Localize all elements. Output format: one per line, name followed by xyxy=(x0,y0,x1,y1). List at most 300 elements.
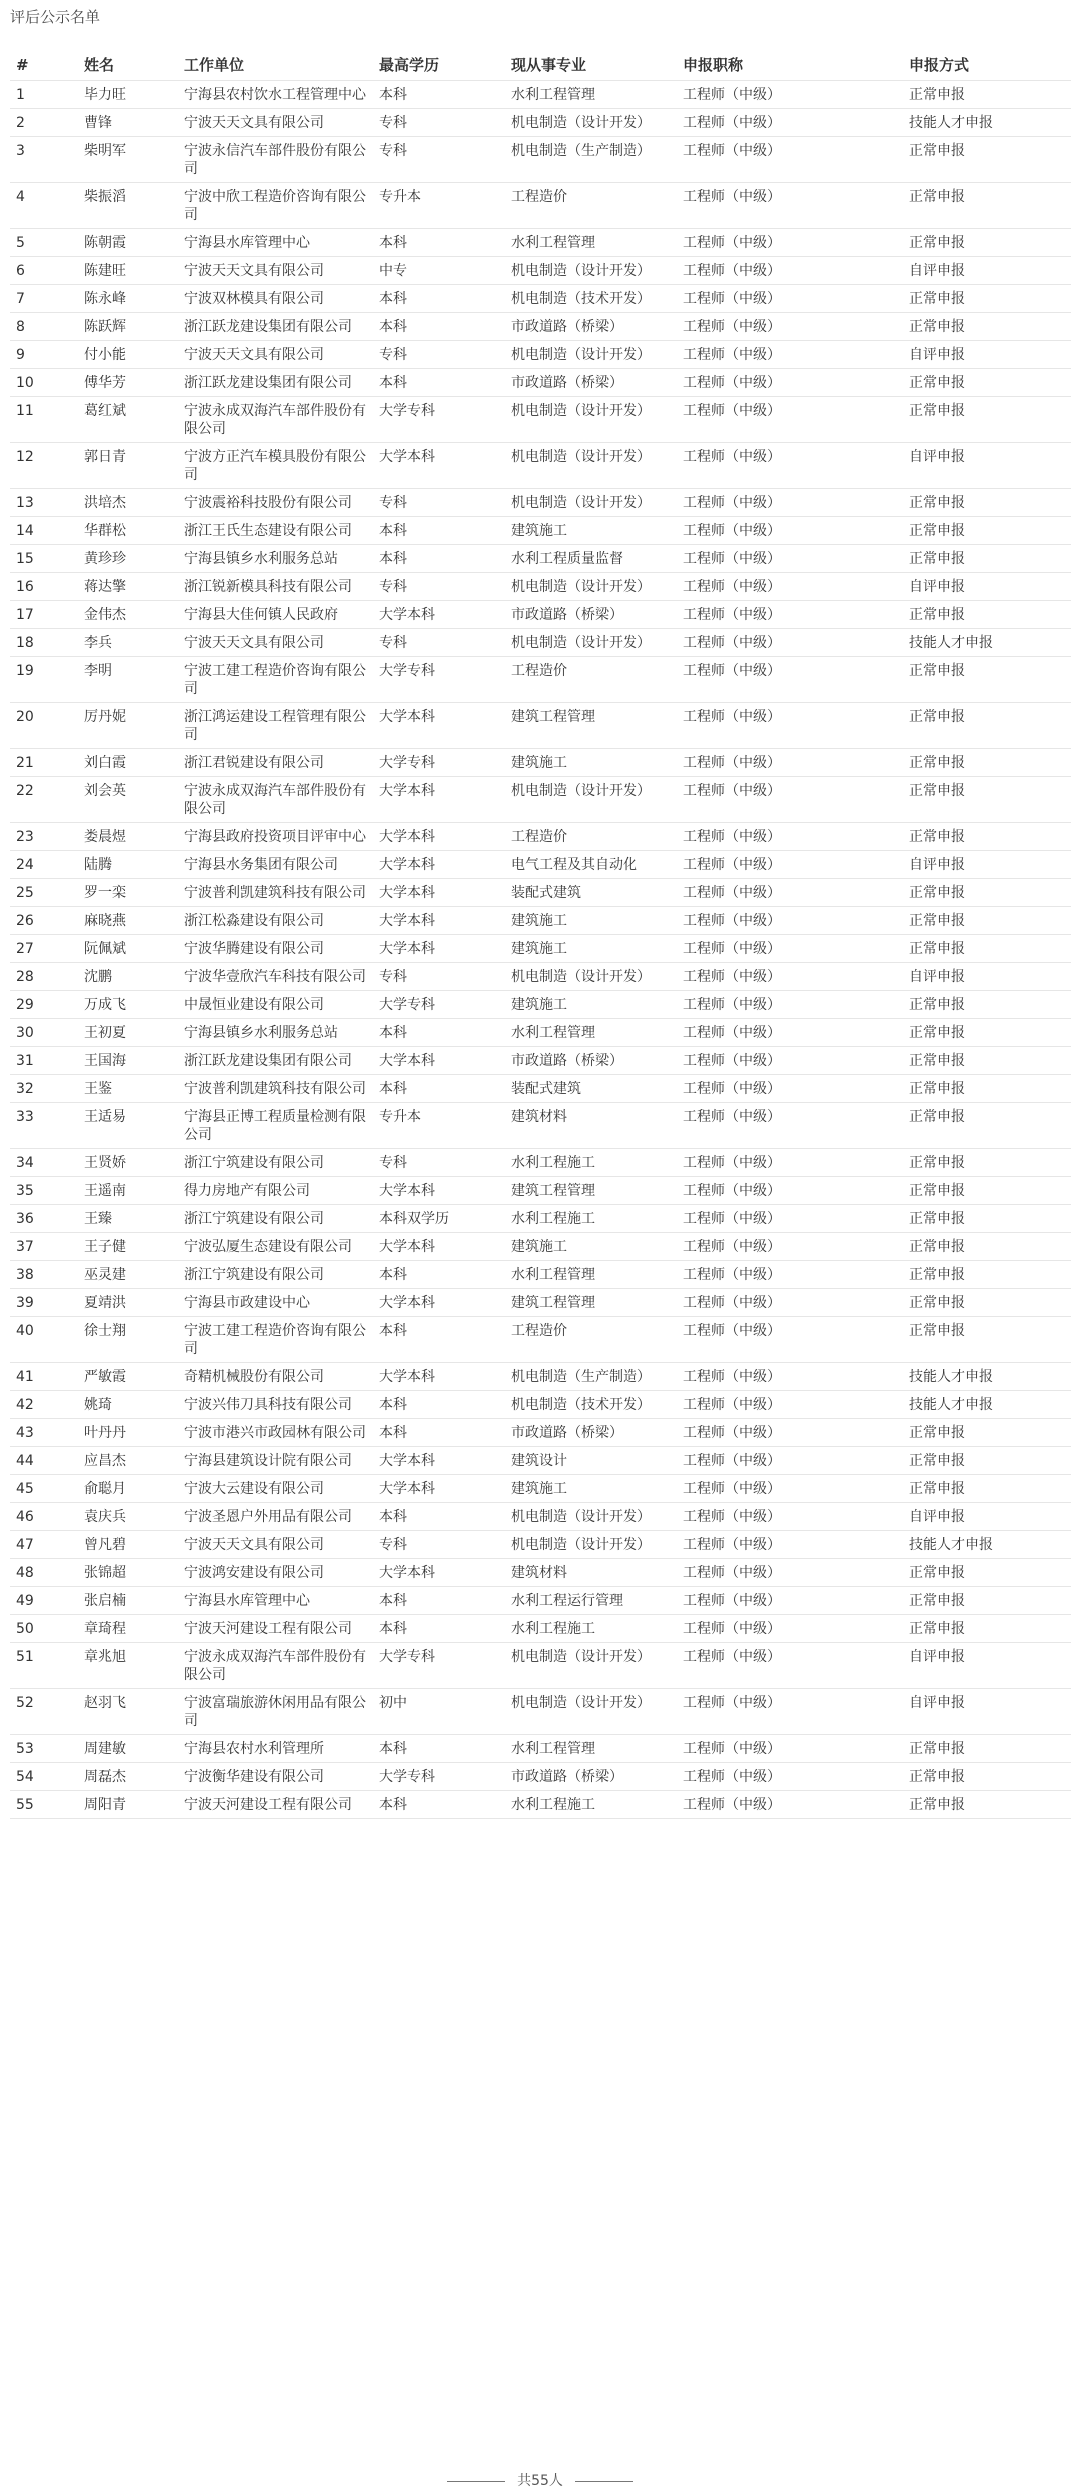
row-title: 工程师（中级） xyxy=(683,1419,909,1447)
row-method: 正常申报 xyxy=(909,1615,1071,1643)
row-specialty: 装配式建筑 xyxy=(511,1075,683,1103)
row-education: 本科 xyxy=(379,369,511,397)
row-specialty: 工程造价 xyxy=(511,1317,683,1363)
row-specialty: 机电制造（设计开发） xyxy=(511,397,683,443)
row-method: 正常申报 xyxy=(909,879,1071,907)
row-name: 王贤娇 xyxy=(84,1149,184,1177)
table-row xyxy=(10,1149,1071,1177)
row-specialty: 水利工程施工 xyxy=(511,1149,683,1177)
table-row xyxy=(10,1317,1071,1363)
row-index: 32 xyxy=(10,1075,84,1103)
row-name: 万成飞 xyxy=(84,991,184,1019)
row-title: 工程师（中级） xyxy=(683,1587,909,1615)
row-index: 2 xyxy=(10,109,84,137)
row-index: 36 xyxy=(10,1205,84,1233)
table-row xyxy=(10,629,1071,657)
row-method: 正常申报 xyxy=(909,935,1071,963)
row-education: 大学本科 xyxy=(379,601,511,629)
row-method: 自评申报 xyxy=(909,851,1071,879)
row-title: 工程师（中级） xyxy=(683,257,909,285)
row-name: 柴振滔 xyxy=(84,183,184,229)
row-method: 正常申报 xyxy=(909,777,1071,823)
row-title: 工程师（中级） xyxy=(683,749,909,777)
row-title: 工程师（中级） xyxy=(683,313,909,341)
row-employer: 宁波方正汽车模具股份有限公司 xyxy=(184,443,379,489)
row-employer: 浙江宁筑建设有限公司 xyxy=(184,1261,379,1289)
row-method: 自评申报 xyxy=(909,1503,1071,1531)
row-employer: 宁波普利凯建筑科技有限公司 xyxy=(184,1075,379,1103)
row-index: 15 xyxy=(10,545,84,573)
table-row xyxy=(10,823,1071,851)
row-index: 13 xyxy=(10,489,84,517)
row-index: 49 xyxy=(10,1587,84,1615)
row-title: 工程师（中级） xyxy=(683,703,909,749)
table-row xyxy=(10,81,1071,109)
row-index: 44 xyxy=(10,1447,84,1475)
row-specialty: 机电制造（技术开发） xyxy=(511,285,683,313)
table-row xyxy=(10,489,1071,517)
row-title: 工程师（中级） xyxy=(683,629,909,657)
row-title: 工程师（中级） xyxy=(683,229,909,257)
table-row xyxy=(10,1205,1071,1233)
row-index: 42 xyxy=(10,1391,84,1419)
table-row xyxy=(10,1791,1071,1819)
row-method: 自评申报 xyxy=(909,341,1071,369)
row-employer: 宁波震裕科技股份有限公司 xyxy=(184,489,379,517)
row-employer: 宁海县农村水利管理所 xyxy=(184,1735,379,1763)
row-index: 8 xyxy=(10,313,84,341)
row-method: 正常申报 xyxy=(909,81,1071,109)
table-row xyxy=(10,1075,1071,1103)
row-name: 金伟杰 xyxy=(84,601,184,629)
table-row xyxy=(10,1419,1071,1447)
row-method: 正常申报 xyxy=(909,1559,1071,1587)
table-row xyxy=(10,1261,1071,1289)
row-education: 初中 xyxy=(379,1689,511,1735)
row-method: 正常申报 xyxy=(909,1205,1071,1233)
row-specialty: 工程造价 xyxy=(511,823,683,851)
row-employer: 浙江跃龙建设集团有限公司 xyxy=(184,313,379,341)
row-education: 专升本 xyxy=(379,183,511,229)
row-title: 工程师（中级） xyxy=(683,1503,909,1531)
row-index: 24 xyxy=(10,851,84,879)
row-employer: 宁海县正博工程质量检测有限公司 xyxy=(184,1103,379,1149)
table-row xyxy=(10,1735,1071,1763)
row-index: 51 xyxy=(10,1643,84,1689)
row-name: 巫灵建 xyxy=(84,1261,184,1289)
row-education: 本科 xyxy=(379,1391,511,1419)
table-row xyxy=(10,657,1071,703)
row-title: 工程师（中级） xyxy=(683,991,909,1019)
col-header-employer: 工作单位 xyxy=(184,48,379,81)
row-name: 曾凡碧 xyxy=(84,1531,184,1559)
row-specialty: 机电制造（设计开发） xyxy=(511,257,683,285)
table-row xyxy=(10,1177,1071,1205)
row-specialty: 机电制造（设计开发） xyxy=(511,1689,683,1735)
row-title: 工程师（中级） xyxy=(683,443,909,489)
row-method: 正常申报 xyxy=(909,1075,1071,1103)
row-method: 正常申报 xyxy=(909,1019,1071,1047)
row-title: 工程师（中级） xyxy=(683,1019,909,1047)
row-employer: 宁波天天文具有限公司 xyxy=(184,341,379,369)
table-row xyxy=(10,991,1071,1019)
row-specialty: 水利工程施工 xyxy=(511,1205,683,1233)
row-index: 3 xyxy=(10,137,84,183)
table-row xyxy=(10,1615,1071,1643)
row-index: 1 xyxy=(10,81,84,109)
row-method: 技能人才申报 xyxy=(909,629,1071,657)
row-specialty: 建筑施工 xyxy=(511,991,683,1019)
row-method: 正常申报 xyxy=(909,907,1071,935)
row-name: 沈鹏 xyxy=(84,963,184,991)
row-name: 陈跃辉 xyxy=(84,313,184,341)
row-method: 正常申报 xyxy=(909,1177,1071,1205)
row-employer: 宁海县市政建设中心 xyxy=(184,1289,379,1317)
row-title: 工程师（中级） xyxy=(683,823,909,851)
row-title: 工程师（中级） xyxy=(683,1475,909,1503)
row-index: 12 xyxy=(10,443,84,489)
table-row xyxy=(10,1559,1071,1587)
table-row xyxy=(10,1447,1071,1475)
table-row xyxy=(10,183,1071,229)
table-row xyxy=(10,257,1071,285)
table-row xyxy=(10,749,1071,777)
results-table xyxy=(10,48,1071,1819)
row-title: 工程师（中级） xyxy=(683,1047,909,1075)
row-employer: 宁波工建工程造价咨询有限公司 xyxy=(184,657,379,703)
row-title: 工程师（中级） xyxy=(683,1763,909,1791)
row-method: 技能人才申报 xyxy=(909,1391,1071,1419)
row-employer: 宁波鸿安建设有限公司 xyxy=(184,1559,379,1587)
row-index: 23 xyxy=(10,823,84,851)
row-method: 正常申报 xyxy=(909,183,1071,229)
row-education: 大学本科 xyxy=(379,879,511,907)
table-row xyxy=(10,443,1071,489)
row-method: 自评申报 xyxy=(909,963,1071,991)
row-education: 专科 xyxy=(379,109,511,137)
row-name: 毕力旺 xyxy=(84,81,184,109)
row-index: 31 xyxy=(10,1047,84,1075)
row-method: 正常申报 xyxy=(909,313,1071,341)
row-title: 工程师（中级） xyxy=(683,601,909,629)
row-employer: 宁波天河建设工程有限公司 xyxy=(184,1615,379,1643)
row-name: 陈建旺 xyxy=(84,257,184,285)
row-name: 麻晓燕 xyxy=(84,907,184,935)
row-index: 22 xyxy=(10,777,84,823)
row-education: 大学专科 xyxy=(379,749,511,777)
row-name: 王适易 xyxy=(84,1103,184,1149)
row-name: 袁庆兵 xyxy=(84,1503,184,1531)
row-employer: 宁波大云建设有限公司 xyxy=(184,1475,379,1503)
row-name: 应昌杰 xyxy=(84,1447,184,1475)
row-education: 本科 xyxy=(379,1075,511,1103)
row-name: 姚琦 xyxy=(84,1391,184,1419)
row-name: 夏靖洪 xyxy=(84,1289,184,1317)
row-name: 张锦超 xyxy=(84,1559,184,1587)
row-method: 正常申报 xyxy=(909,1149,1071,1177)
row-employer: 宁波双林模具有限公司 xyxy=(184,285,379,313)
row-method: 正常申报 xyxy=(909,1763,1071,1791)
row-specialty: 建筑施工 xyxy=(511,517,683,545)
table-row xyxy=(10,601,1071,629)
row-method: 正常申报 xyxy=(909,1261,1071,1289)
row-index: 21 xyxy=(10,749,84,777)
row-title: 工程师（中级） xyxy=(683,1559,909,1587)
row-name: 刘白霞 xyxy=(84,749,184,777)
row-specialty: 建筑材料 xyxy=(511,1559,683,1587)
row-title: 工程师（中级） xyxy=(683,1531,909,1559)
table-row xyxy=(10,1289,1071,1317)
row-education: 专科 xyxy=(379,489,511,517)
row-education: 大学本科 xyxy=(379,1177,511,1205)
row-method: 正常申报 xyxy=(909,1447,1071,1475)
row-index: 7 xyxy=(10,285,84,313)
row-specialty: 机电制造（设计开发） xyxy=(511,629,683,657)
row-education: 大学专科 xyxy=(379,1643,511,1689)
row-employer: 宁波永成双海汽车部件股份有限公司 xyxy=(184,1643,379,1689)
row-title: 工程师（中级） xyxy=(683,1103,909,1149)
row-specialty: 市政道路（桥梁） xyxy=(511,1419,683,1447)
row-specialty: 市政道路（桥梁） xyxy=(511,1763,683,1791)
row-method: 正常申报 xyxy=(909,1475,1071,1503)
row-specialty: 装配式建筑 xyxy=(511,879,683,907)
row-name: 徐士翔 xyxy=(84,1317,184,1363)
row-education: 大学本科 xyxy=(379,1233,511,1261)
row-employer: 浙江跃龙建设集团有限公司 xyxy=(184,369,379,397)
row-employer: 宁波衡华建设有限公司 xyxy=(184,1763,379,1791)
row-name: 章兆旭 xyxy=(84,1643,184,1689)
row-employer: 宁海县水库管理中心 xyxy=(184,229,379,257)
row-name: 严敏霞 xyxy=(84,1363,184,1391)
row-employer: 宁波永成双海汽车部件股份有限公司 xyxy=(184,397,379,443)
row-name: 曹锋 xyxy=(84,109,184,137)
row-education: 大学本科 xyxy=(379,1047,511,1075)
row-title: 工程师（中级） xyxy=(683,517,909,545)
row-method: 正常申报 xyxy=(909,823,1071,851)
row-specialty: 工程造价 xyxy=(511,657,683,703)
row-method: 正常申报 xyxy=(909,1047,1071,1075)
row-index: 20 xyxy=(10,703,84,749)
row-method: 自评申报 xyxy=(909,573,1071,601)
row-employer: 中晟恒业建设有限公司 xyxy=(184,991,379,1019)
table-row xyxy=(10,1391,1071,1419)
row-index: 40 xyxy=(10,1317,84,1363)
row-employer: 浙江跃龙建设集团有限公司 xyxy=(184,1047,379,1075)
row-name: 周阳青 xyxy=(84,1791,184,1819)
row-method: 正常申报 xyxy=(909,397,1071,443)
row-education: 大学专科 xyxy=(379,397,511,443)
table-row xyxy=(10,1019,1071,1047)
row-title: 工程师（中级） xyxy=(683,1075,909,1103)
row-employer: 宁海县镇乡水利服务总站 xyxy=(184,1019,379,1047)
row-index: 41 xyxy=(10,1363,84,1391)
row-title: 工程师（中级） xyxy=(683,1233,909,1261)
row-education: 大学本科 xyxy=(379,935,511,963)
row-specialty: 建筑施工 xyxy=(511,749,683,777)
row-education: 中专 xyxy=(379,257,511,285)
row-method: 自评申报 xyxy=(909,1643,1071,1689)
row-specialty: 机电制造（设计开发） xyxy=(511,489,683,517)
row-method: 正常申报 xyxy=(909,1289,1071,1317)
row-education: 专科 xyxy=(379,573,511,601)
footer-total-label: 共55人 xyxy=(517,2473,563,2489)
row-education: 大学本科 xyxy=(379,777,511,823)
row-education: 大学本科 xyxy=(379,1447,511,1475)
row-name: 章琦程 xyxy=(84,1615,184,1643)
row-name: 洪培杰 xyxy=(84,489,184,517)
table-row xyxy=(10,879,1071,907)
row-index: 28 xyxy=(10,963,84,991)
row-title: 工程师（中级） xyxy=(683,489,909,517)
row-index: 53 xyxy=(10,1735,84,1763)
row-method: 技能人才申报 xyxy=(909,1363,1071,1391)
row-specialty: 机电制造（设计开发） xyxy=(511,1531,683,1559)
row-specialty: 水利工程施工 xyxy=(511,1791,683,1819)
row-method: 正常申报 xyxy=(909,1233,1071,1261)
row-employer: 宁波天天文具有限公司 xyxy=(184,257,379,285)
row-title: 工程师（中级） xyxy=(683,851,909,879)
row-name: 叶丹丹 xyxy=(84,1419,184,1447)
row-education: 专科 xyxy=(379,1149,511,1177)
row-employer: 浙江鸿运建设工程管理有限公司 xyxy=(184,703,379,749)
row-title: 工程师（中级） xyxy=(683,285,909,313)
row-specialty: 机电制造（设计开发） xyxy=(511,777,683,823)
row-name: 王子健 xyxy=(84,1233,184,1261)
table-row xyxy=(10,517,1071,545)
row-name: 刘会英 xyxy=(84,777,184,823)
row-index: 17 xyxy=(10,601,84,629)
table-row xyxy=(10,545,1071,573)
col-header-title: 申报职称 xyxy=(683,48,909,81)
row-specialty: 机电制造（设计开发） xyxy=(511,341,683,369)
table-row xyxy=(10,1689,1071,1735)
col-header-specialty: 现从事专业 xyxy=(511,48,683,81)
row-index: 37 xyxy=(10,1233,84,1261)
table-row xyxy=(10,1643,1071,1689)
row-index: 10 xyxy=(10,369,84,397)
row-employer: 宁海县水务集团有限公司 xyxy=(184,851,379,879)
row-employer: 宁波弘厦生态建设有限公司 xyxy=(184,1233,379,1261)
row-specialty: 机电制造（设计开发） xyxy=(511,1643,683,1689)
row-education: 本科 xyxy=(379,1261,511,1289)
table-row xyxy=(10,1047,1071,1075)
row-method: 正常申报 xyxy=(909,137,1071,183)
row-specialty: 建筑施工 xyxy=(511,907,683,935)
row-name: 李明 xyxy=(84,657,184,703)
table-row xyxy=(10,397,1071,443)
row-index: 30 xyxy=(10,1019,84,1047)
row-method: 正常申报 xyxy=(909,1587,1071,1615)
row-name: 阮佩斌 xyxy=(84,935,184,963)
row-name: 罗一栾 xyxy=(84,879,184,907)
row-method: 正常申报 xyxy=(909,1103,1071,1149)
row-method: 技能人才申报 xyxy=(909,109,1071,137)
row-index: 54 xyxy=(10,1763,84,1791)
row-specialty: 水利工程管理 xyxy=(511,229,683,257)
table-row xyxy=(10,851,1071,879)
row-employer: 浙江宁筑建设有限公司 xyxy=(184,1149,379,1177)
row-title: 工程师（中级） xyxy=(683,137,909,183)
col-header-method: 申报方式 xyxy=(909,48,1071,81)
row-title: 工程师（中级） xyxy=(683,1261,909,1289)
row-method: 技能人才申报 xyxy=(909,1531,1071,1559)
row-specialty: 建筑材料 xyxy=(511,1103,683,1149)
row-name: 傅华芳 xyxy=(84,369,184,397)
row-specialty: 建筑工程管理 xyxy=(511,1289,683,1317)
row-title: 工程师（中级） xyxy=(683,81,909,109)
table-row xyxy=(10,1475,1071,1503)
row-employer: 宁波华壹欣汽车科技有限公司 xyxy=(184,963,379,991)
row-name: 黄珍珍 xyxy=(84,545,184,573)
row-education: 专科 xyxy=(379,137,511,183)
row-index: 26 xyxy=(10,907,84,935)
row-method: 正常申报 xyxy=(909,489,1071,517)
row-employer: 宁海县镇乡水利服务总站 xyxy=(184,545,379,573)
row-name: 王遥南 xyxy=(84,1177,184,1205)
table-row xyxy=(10,963,1071,991)
table-row xyxy=(10,229,1071,257)
row-title: 工程师（中级） xyxy=(683,1689,909,1735)
row-name: 郭日青 xyxy=(84,443,184,489)
row-specialty: 机电制造（设计开发） xyxy=(511,963,683,991)
row-education: 本科 xyxy=(379,1587,511,1615)
row-name: 柴明军 xyxy=(84,137,184,183)
row-specialty: 机电制造（生产制造） xyxy=(511,1363,683,1391)
row-method: 自评申报 xyxy=(909,1689,1071,1735)
row-title: 工程师（中级） xyxy=(683,369,909,397)
row-specialty: 水利工程施工 xyxy=(511,1615,683,1643)
row-specialty: 机电制造（设计开发） xyxy=(511,1503,683,1531)
row-education: 大学本科 xyxy=(379,1289,511,1317)
row-name: 王鉴 xyxy=(84,1075,184,1103)
row-specialty: 建筑施工 xyxy=(511,1233,683,1261)
row-index: 55 xyxy=(10,1791,84,1819)
row-specialty: 建筑工程管理 xyxy=(511,703,683,749)
row-education: 专科 xyxy=(379,629,511,657)
table-row xyxy=(10,1587,1071,1615)
row-name: 李兵 xyxy=(84,629,184,657)
row-specialty: 机电制造（设计开发） xyxy=(511,443,683,489)
table-header-row xyxy=(10,48,1071,81)
row-index: 9 xyxy=(10,341,84,369)
row-method: 正常申报 xyxy=(909,749,1071,777)
row-index: 11 xyxy=(10,397,84,443)
row-method: 正常申报 xyxy=(909,1735,1071,1763)
row-education: 本科 xyxy=(379,1419,511,1447)
row-education: 专科 xyxy=(379,963,511,991)
footer-divider-right xyxy=(575,2481,633,2482)
row-education: 大学本科 xyxy=(379,907,511,935)
row-method: 正常申报 xyxy=(909,1317,1071,1363)
row-specialty: 机电制造（设计开发） xyxy=(511,109,683,137)
row-education: 大学专科 xyxy=(379,1763,511,1791)
row-name: 厉丹妮 xyxy=(84,703,184,749)
row-title: 工程师（中级） xyxy=(683,935,909,963)
row-education: 大学本科 xyxy=(379,823,511,851)
row-index: 50 xyxy=(10,1615,84,1643)
row-specialty: 电气工程及其自动化 xyxy=(511,851,683,879)
row-name: 王初夏 xyxy=(84,1019,184,1047)
row-title: 工程师（中级） xyxy=(683,1391,909,1419)
table-row xyxy=(10,369,1071,397)
row-specialty: 建筑施工 xyxy=(511,935,683,963)
row-title: 工程师（中级） xyxy=(683,341,909,369)
row-name: 陈朝霞 xyxy=(84,229,184,257)
row-index: 52 xyxy=(10,1689,84,1735)
row-method: 正常申报 xyxy=(909,703,1071,749)
row-index: 14 xyxy=(10,517,84,545)
row-employer: 宁波中欣工程造价咨询有限公司 xyxy=(184,183,379,229)
